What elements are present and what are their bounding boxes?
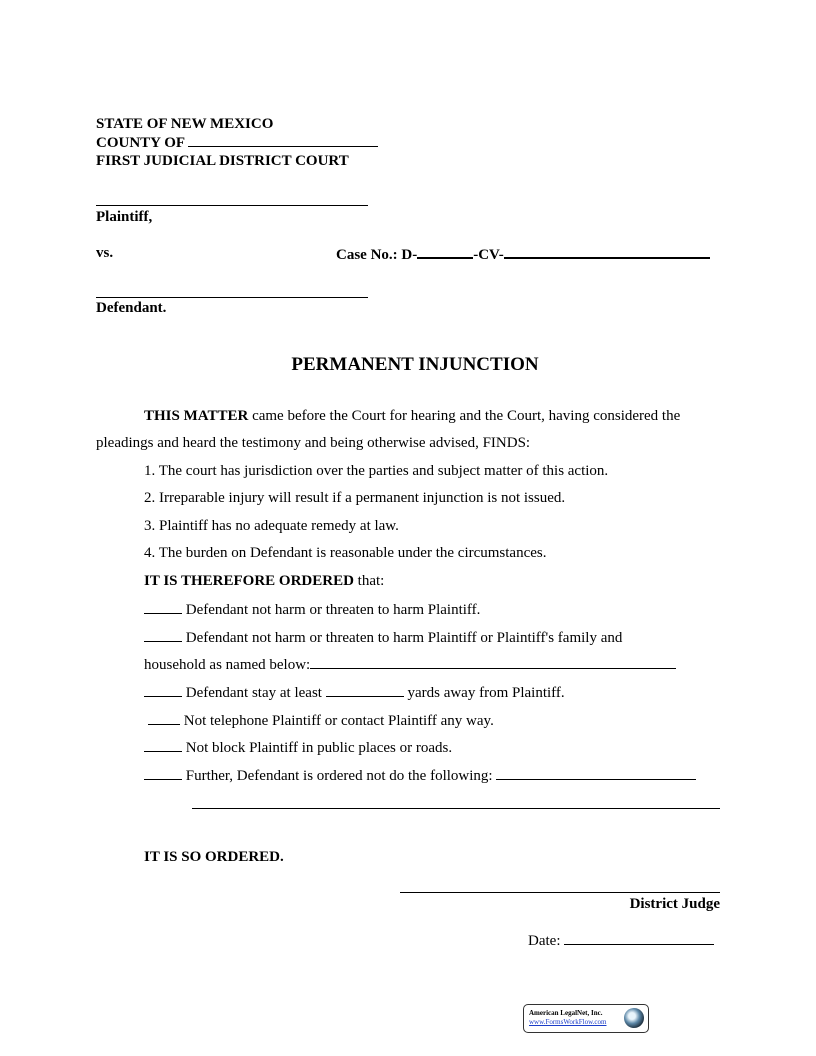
- logo-company: American LegalNet, Inc.: [529, 1009, 603, 1017]
- ordered-bold: IT IS THEREFORE ORDERED: [144, 573, 354, 589]
- so-ordered: IT IS SO ORDERED.: [144, 849, 284, 865]
- further-orders-line-2[interactable]: [192, 808, 720, 809]
- state-heading: STATE OF NEW MEXICO: [96, 116, 274, 132]
- order-3-checkbox[interactable]: [144, 683, 182, 697]
- finding-2: 2. Irreparable injury will result if a permanent injunction is not issued.: [144, 490, 566, 506]
- order-1-checkbox[interactable]: [144, 600, 182, 614]
- finding-3: 3. Plaintiff has no adequate remedy at law.: [144, 518, 399, 534]
- intro-line2: pleadings and heard the testimony and being otherwise advised, FINDS:: [96, 435, 531, 451]
- americanlegalnet-logo[interactable]: [523, 1004, 649, 1033]
- ordered-text: that:: [353, 573, 385, 589]
- globe-icon: [624, 1008, 644, 1028]
- county-heading: [96, 133, 378, 152]
- order-5-checkbox[interactable]: [144, 738, 182, 752]
- intro-text: came before the Court for hearing and the Court, having considered the: [248, 408, 681, 424]
- case-cv-label: -CV-: [473, 247, 504, 263]
- order-6-checkbox[interactable]: [144, 766, 182, 780]
- yards-field[interactable]: [326, 683, 404, 697]
- order-6-text: Further, Defendant is ordered not do the following:: [185, 768, 493, 784]
- order-3: [144, 683, 565, 702]
- order-1: [144, 600, 480, 619]
- document-title: PERMANENT INJUNCTION: [291, 354, 539, 375]
- logo-url[interactable]: www.FormsWorkFlow.com: [529, 1018, 607, 1026]
- vs-label: vs.: [96, 245, 114, 261]
- case-no-label: Case No.: D-: [336, 247, 418, 263]
- intro-bold: THIS MATTER: [144, 408, 249, 424]
- date-row: [528, 931, 714, 950]
- order-3-text: Defendant stay at least: [185, 685, 322, 701]
- ordered-heading: [144, 572, 384, 590]
- order-2-cont: [144, 655, 676, 674]
- finding-1: 1. The court has jurisdiction over the parties and subject matter of this action.: [144, 463, 609, 479]
- plaintiff-label: Plaintiff,: [96, 209, 153, 225]
- order-4-checkbox[interactable]: [148, 711, 180, 725]
- household-field[interactable]: [310, 655, 676, 669]
- order-3-text-2: yards away from Plaintiff.: [407, 685, 565, 701]
- court-heading: FIRST JUDICIAL DISTRICT COURT: [96, 153, 349, 169]
- defendant-name-line[interactable]: [96, 297, 368, 298]
- case-number: [336, 244, 710, 264]
- order-2-text: Defendant not harm or threaten to harm Plaintiff or Plaintiff's family and: [185, 630, 623, 646]
- case-number-field[interactable]: [504, 244, 710, 259]
- county-label: COUNTY OF: [96, 135, 185, 151]
- county-field[interactable]: [188, 133, 378, 147]
- judge-signature-line[interactable]: [400, 892, 720, 893]
- household-label: household as named below:: [144, 657, 311, 673]
- plaintiff-name-line[interactable]: [96, 205, 368, 206]
- case-district-field[interactable]: [417, 244, 473, 259]
- order-2-checkbox[interactable]: [144, 628, 182, 642]
- order-5: [144, 738, 452, 757]
- date-label: Date:: [528, 933, 561, 949]
- order-4: [148, 711, 494, 730]
- order-5-text: Not block Plaintiff in public places or roads.: [185, 740, 453, 756]
- order-4-text: Not telephone Plaintiff or contact Plaintiff any way.: [183, 713, 494, 729]
- district-judge-label: District Judge: [629, 896, 720, 912]
- intro-paragraph: [144, 407, 680, 425]
- defendant-label: Defendant.: [96, 300, 167, 316]
- order-1-text: Defendant not harm or threaten to harm Plaintiff.: [185, 602, 481, 618]
- finding-4: 4. The burden on Defendant is reasonable under the circumstances.: [144, 545, 547, 561]
- date-field[interactable]: [564, 931, 714, 945]
- order-6: [144, 766, 696, 785]
- further-orders-field[interactable]: [496, 766, 696, 780]
- order-2: [144, 628, 622, 647]
